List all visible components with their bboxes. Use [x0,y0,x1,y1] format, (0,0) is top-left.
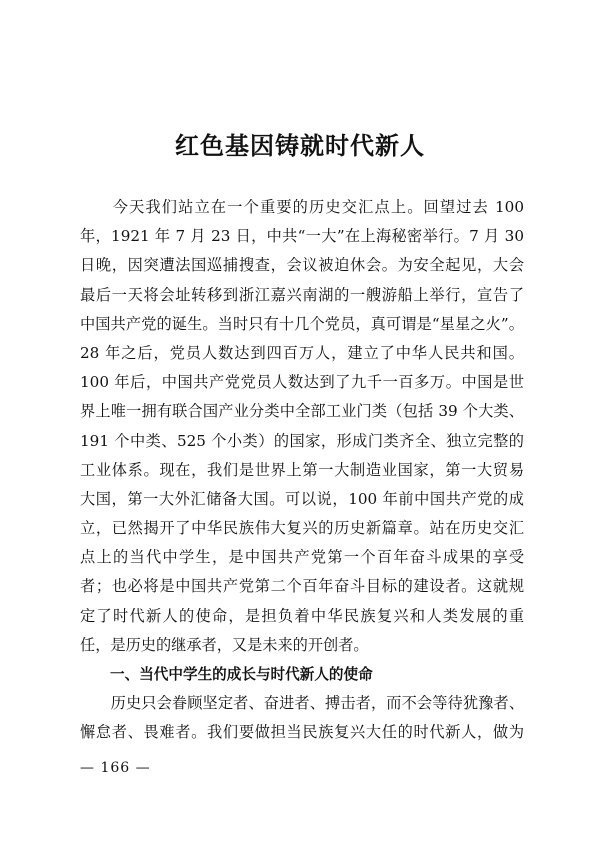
text-line: 今天我们站立在一个重要的历史交汇点上。回望过去 100 [80,198,524,216]
body-text [80,193,524,748]
text-line: 日晚，因突遭法国巡捕搜查，会议被迫休会。为安全起见，大会 [80,256,524,275]
text-line: 任，是历史的继承者，又是未来的开创者。 [80,635,369,654]
text-line: 懈怠者、畏难者。我们要做担当民族复兴大任的时代新人，做为 [80,723,524,742]
text-line: 工业体系。现在，我们是世界上第一大制造业国家，第一大贸易 [80,460,524,479]
text-line: 历史只会眷顾坚定者、奋进者、搏击者，而不会等待犹豫者、 [80,694,524,713]
text-line: 点上的当代中学生，是中国共产党第一个百年奋斗成果的享受 [80,548,524,567]
text-line: 100 年后，中国共产党党员人数达到了九千一百多万。中国是世 [80,373,524,392]
text-line: 者；也必将是中国共产党第二个百年奋斗目标的建设者。这就规 [80,577,524,596]
text-line: 年，1921 年 7 月 23 日，中共“一大”在上海秘密举行。7 月 30 [80,227,524,246]
section-heading: 一、当代中学生的成长与时代新人的使命 [110,666,373,683]
text-line: 界上唯一拥有联合国产业分类中全部工业门类（包括 39 个大类、 [80,402,524,421]
text-line: 最后一天将会址转移到浙江嘉兴南湖的一艘游船上举行，宣告了 [80,285,524,304]
page-title: 红色基因铸就时代新人 [175,132,425,160]
text-line: 191 个中类、525 个小类）的国家，形成门类齐全、独立完整的 [80,431,524,450]
text-line: 立，已然揭开了中华民族伟大复兴的历史新篇章。站在历史交汇 [80,519,524,538]
text-line: 定了时代新人的使命，是担负着中华民族复兴和人类发展的重 [80,606,524,625]
text-line: 中国共产党的诞生。当时只有十几个党员，真可谓是“星星之火”。 [80,314,524,333]
page-number: — 166 — [80,760,151,776]
text-line: 28 年之后，党员人数达到四百万人，建立了中华人民共和国。 [80,343,524,362]
text-line: 大国，第一大外汇储备大国。可以说，100 年前中国共产党的成 [80,489,524,508]
